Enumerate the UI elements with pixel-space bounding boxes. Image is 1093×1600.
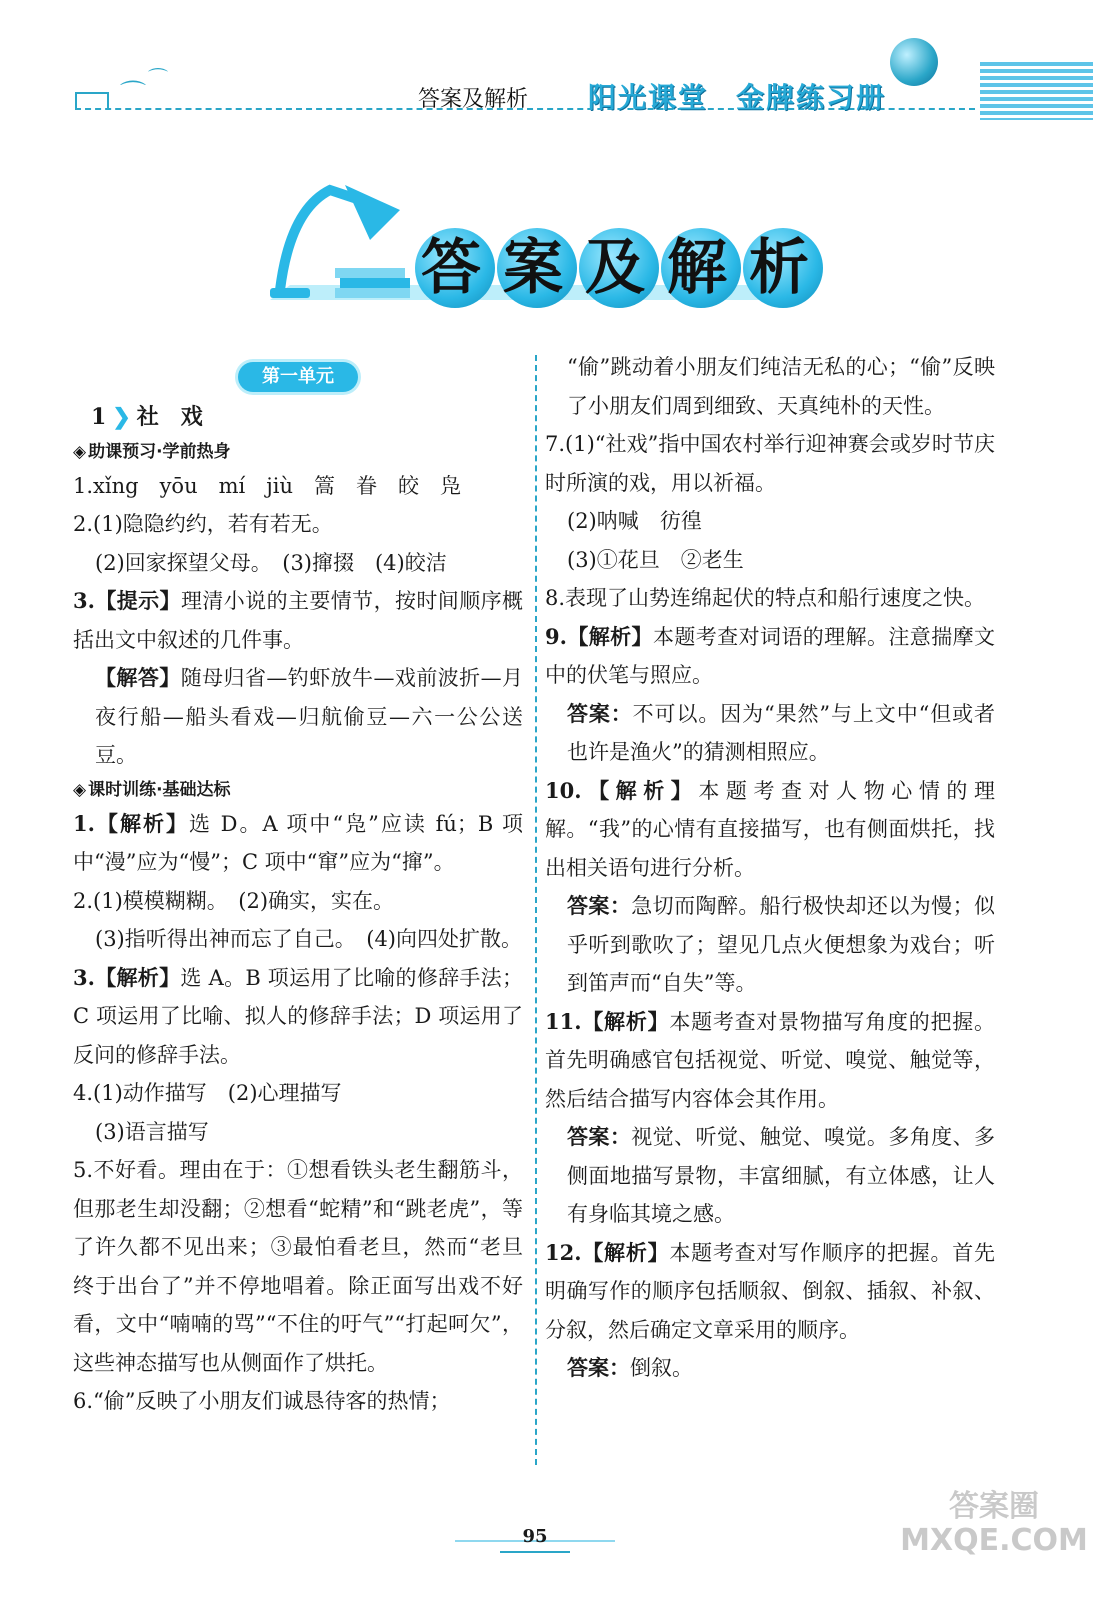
answer-line: 2.(1)模模糊糊。 (2)确实，实在。 (73, 888, 395, 913)
answer-item: 10.【解析】本题考查对人物心情的理解。“我”的心情有直接描写，也有侧面烘托，找出相关语句进行分析。 (545, 777, 995, 880)
answer-item: 3.【解析】选 A。B 项运用了比喻的修辞手法；C 项运用了比喻、拟人的修辞手法；D 项运用了反问的修辞手法。 (73, 964, 523, 1067)
answer-item: 7.(1)“社戏”指中国农村举行迎神赛会或岁时节庆时所演的戏，用以祈福。 (545, 432, 995, 495)
answer-item: 答案：急切而陶醉。船行极快却还以为慢；似乎听到歌吹了；望见几点火便想象为戏台；听到笛声而“自失”等。 (567, 893, 996, 995)
banner-char: 及 (579, 228, 659, 308)
lesson-title: 社 戏 (136, 404, 203, 430)
banner-char: 解 (661, 228, 741, 308)
page-number: 95 (500, 1523, 570, 1553)
lesson-number: 1 (91, 404, 107, 430)
answer-item: 8.表现了山势连绵起伏的特点和船行速度之快。 (545, 586, 986, 610)
answer-item: 【解答】随母归省—钓虾放牛—戏前波折—月夜行船—船头看戏—归航偷豆—六一公公送豆。 (95, 665, 524, 767)
section-heading: ◈ 助课预习·学前热身 (73, 441, 231, 462)
brand-right: 金牌练习册 (736, 81, 887, 114)
answer-item: 11.【解析】本题考查对景物描写角度的把握。首先明确感官包括视觉、听觉、嗅觉、触觉等，然后结合描写内容体会其作用。 (545, 1008, 995, 1111)
watermark: 答案圈 MXQE.COM (900, 1489, 1088, 1558)
answer-line: (3)①花旦 ②老生 (567, 547, 744, 572)
header-decoration (75, 92, 109, 108)
unit-badge: 第一单元 (238, 362, 358, 392)
answer-item: 3.【提示】理清小说的主要情节，按时间顺序概括出文中叙述的几件事。 (73, 588, 523, 652)
answer-item: “偷”跳动着小朋友们纯洁无私的心；“偷”反映了小朋友们周到细致、天真纯朴的天性。 (567, 355, 995, 418)
answer-line: (3)指听得出神而忘了自己。 (4)向四处扩散。 (95, 927, 522, 951)
diamond-icon: ◈ (73, 441, 87, 462)
answer-item: 9.【解析】本题考查对词语的理解。注意揣摩文中的伏笔与照应。 (545, 623, 995, 687)
banner-char: 析 (743, 228, 823, 308)
answer-item: 答案：视觉、听觉、触觉、嗅觉。多角度、多侧面地描写景物，丰富细腻，有立体感，让人有身临其境之感。 (567, 1124, 996, 1226)
header-stripes (980, 62, 1093, 120)
bird-icon: ⌒ (120, 80, 147, 110)
globe-icon (890, 38, 938, 86)
section-heading: ◈ 课时训练·基础达标 (73, 779, 231, 800)
answer-line: (2)呐喊 彷徨 (567, 509, 702, 533)
brand-left: 阳光课堂 (588, 81, 709, 114)
right-column (545, 348, 995, 1388)
banner-char: 答 (415, 228, 495, 308)
answer-item: 12.【解析】本题考查对写作顺序的把握。首先明确写作的顺序包括顺叙、倒叙、插叙、补叙、分叙，然后确定文章采用的顺序。 (545, 1239, 995, 1342)
bird-icon: ⌒ (148, 66, 168, 90)
page-header (0, 0, 1093, 140)
answer-line: 1.xǐng yōu mí jiù 篙 眷 皎 凫 (73, 473, 461, 498)
answer-line: 4.(1)动作描写 (2)心理描写 (73, 1081, 342, 1105)
chevron-right-icon: ❯ (112, 404, 131, 430)
left-column (73, 348, 523, 1421)
lesson-heading (91, 398, 523, 437)
header-title: 答案及解析 (418, 87, 529, 112)
answer-item: 6.“偷”反映了小朋友们诚恳待客的热情； (73, 1389, 451, 1413)
diamond-icon: ◈ (73, 779, 87, 800)
brand-name (588, 76, 886, 116)
banner-char: 案 (497, 228, 577, 308)
answer-item: 1.【解析】选 D。A 项中“凫”应读 fú；B 项中“漫”应为“慢”；C 项中“窜”应为“撺”。 (73, 810, 523, 874)
answer-line: (3)语言描写 (95, 1119, 209, 1144)
banner-title (415, 228, 825, 308)
answer-line: (2)回家探望父母。 (3)撺掇 (4)皎洁 (95, 550, 447, 575)
answer-line: 2.(1)隐隐约约，若有若无。 (73, 512, 333, 536)
column-divider (535, 355, 537, 1465)
answer-item: 答案：不可以。因为“果然”与上文中“但或者也许是渔火”的猜测相照应。 (567, 700, 995, 764)
answer-item: 答案：倒叙。 (567, 1355, 693, 1380)
answer-item: 5.不好看。理由在于：①想看铁头老生翻筋斗，但那老生却没翻；②想看“蛇精”和“跳老虎”，等了许久都不见出来；③最怕看老旦，然而“老旦终于出台了”并不停地唱着。除正面写出戏不好看，文中“喃喃的骂”“不住的吁气”“打起呵欠”，这些神态描写也从侧面作了烘托。 (73, 1158, 523, 1375)
